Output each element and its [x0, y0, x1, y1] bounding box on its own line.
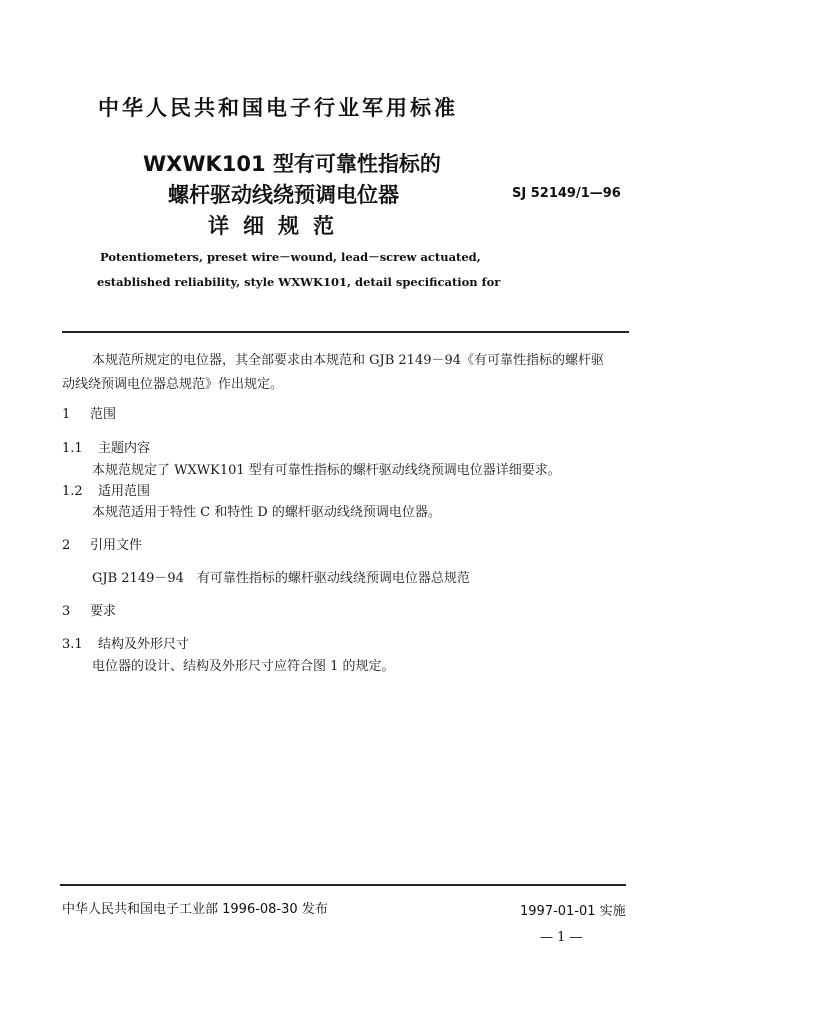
- section-number: 2: [62, 538, 71, 553]
- section-3-1-heading: [62, 633, 189, 652]
- intro-line-1: 本规范所规定的电位器，其全部要求由本规范和 GJB 2149－94《有可靠性指标的螺杆驱: [92, 353, 605, 368]
- title-line-2: 螺杆驱动线绕预调电位器: [168, 183, 399, 207]
- intro-line-2: 动线绕预调电位器总规范》作出规定。: [62, 377, 284, 392]
- section-number: 1.1: [62, 441, 83, 456]
- section-1-2-heading: [62, 480, 150, 499]
- section-3-heading: [62, 600, 116, 619]
- title-line-3: 详细规范: [208, 214, 348, 238]
- section-3-1-text: 电位器的设计、结构及外形尺寸应符合图 1 的规定。: [92, 659, 395, 674]
- top-divider: [62, 331, 629, 333]
- section-number: 1.2: [62, 484, 83, 499]
- section-2-text: GJB 2149－94 有可靠性指标的螺杆驱动线绕预调电位器总规范: [92, 571, 470, 586]
- english-title-line-2: established reliability, style WXWK101, detail specification for: [97, 275, 501, 289]
- section-title: 适用范围: [98, 484, 151, 499]
- effective-date: 1997-01-01 实施: [520, 904, 626, 919]
- section-title: 要求: [90, 604, 117, 619]
- section-1-1-text: 本规范规定了 WXWK101 型有可靠性指标的螺杆驱动线绕预调电位器详细要求。: [92, 463, 561, 478]
- standard-category-header: 中华人民共和国电子行业军用标准: [98, 96, 458, 120]
- title-line-1: WXWK101 型有可靠性指标的: [143, 152, 441, 176]
- issued-by: 中华人民共和国电子工业部 1996-08-30 发布: [62, 902, 328, 917]
- section-title: 结构及外形尺寸: [98, 637, 190, 652]
- section-1-2-text: 本规范适用于特性 C 和特性 D 的螺杆驱动线绕预调电位器。: [92, 505, 441, 520]
- section-1-heading: [62, 403, 116, 422]
- section-number: 1: [62, 407, 71, 422]
- section-number: 3.1: [62, 637, 83, 652]
- section-title: 引用文件: [90, 538, 143, 553]
- section-title: 范围: [90, 407, 117, 422]
- bottom-divider: [60, 884, 626, 886]
- standard-code: SJ 52149/1—96: [512, 186, 621, 201]
- section-2-heading: [62, 534, 142, 553]
- english-title-line-1: Potentiometers, preset wire－wound, lead－screw actuated,: [100, 250, 481, 264]
- section-title: 主题内容: [98, 441, 151, 456]
- page-number: — 1 —: [540, 930, 583, 945]
- section-number: 3: [62, 604, 71, 619]
- section-1-1-heading: [62, 437, 150, 456]
